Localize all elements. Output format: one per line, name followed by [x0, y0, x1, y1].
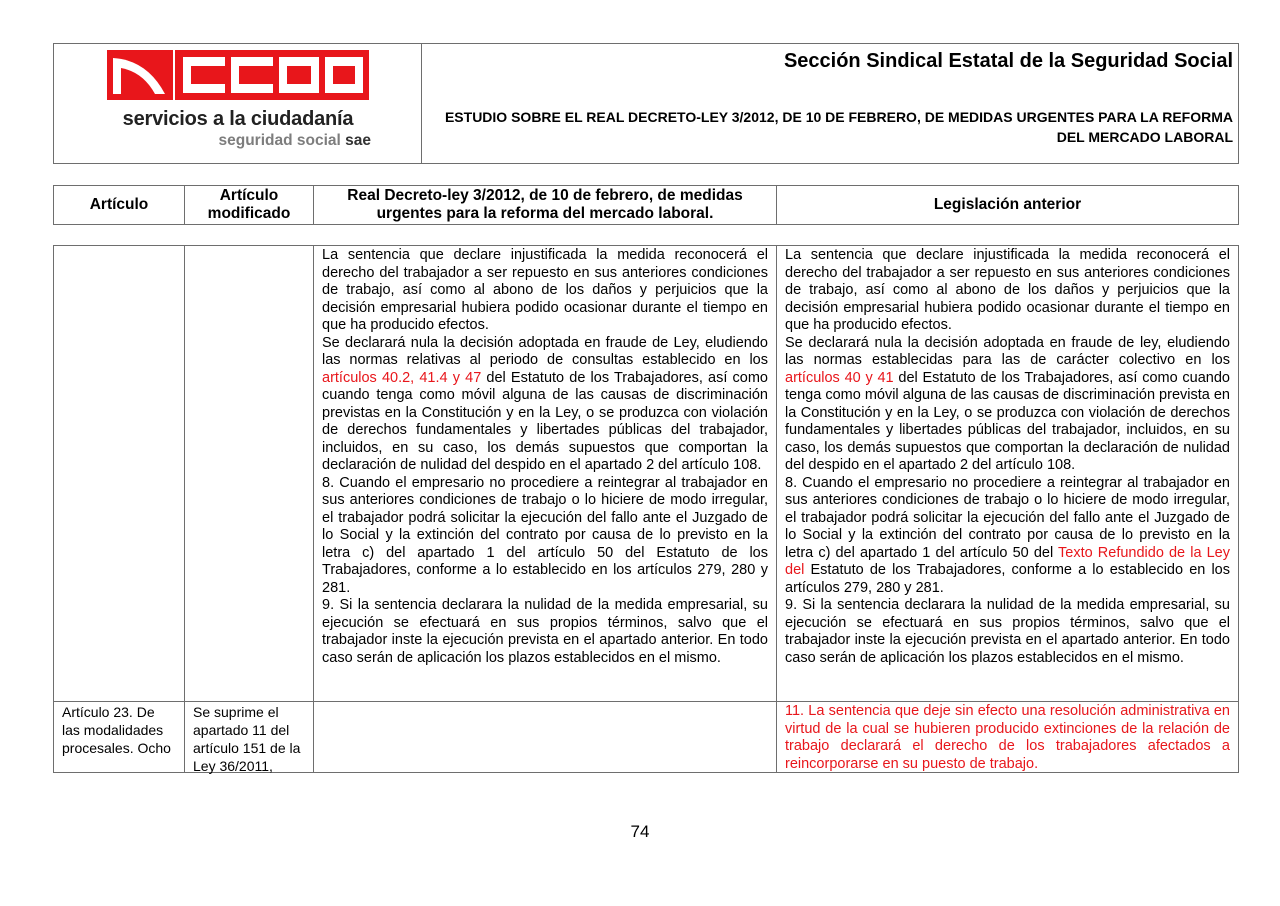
changed-reference: artículos 40.2, 41.4 y 47 [322, 369, 482, 386]
comparison-table [53, 245, 1239, 773]
cell-articulo: Artículo 23. De las modalidades procesales. Ocho [54, 702, 185, 772]
col-header-real-decreto: Real Decreto-ley 3/2012, de 10 de febrero, de medidas urgentes para la reforma del mercado laboral. [314, 186, 777, 224]
table-row [54, 702, 1238, 772]
section-title: Sección Sindical Estatal de la Seguridad Social [783, 50, 1233, 72]
changed-reference: Texto Refundido de la Ley del [785, 544, 1230, 578]
cell-articulo [54, 246, 185, 701]
paragraph: 9. Si la sentencia declarara la nulidad de la medida empresarial, su ejecución se efectuará en sus propios términos, salvo que el trabajador inste la ejecución prevista en el apartado anterior. En todo caso serán de aplicación los plazos establecidos en el mismo. [322, 597, 768, 666]
logo-cell [54, 44, 422, 163]
logo-tagline: servicios a la ciudadanía [122, 108, 354, 130]
ccoo-logo-mark [107, 50, 369, 100]
column-headers [53, 185, 1239, 225]
paragraph: 8. Cuando el empresario no procediere a reintegrar al trabajador en sus anteriores condiciones de trabajo o lo hiciere de modo irregular, el trabajador podrá solicitar la ejecución del fallo ante el Juzgado de lo Social y la extinción del contrato por causa de lo previsto en la letra c) del apartado 1 del artículo 50 del Texto Refundido de la Ley del Estatuto de los Trabajadores, conforme a lo establecido en los artículos 279, 280 y 281. [785, 474, 1230, 596]
table-row [54, 246, 1238, 702]
cell-anterior: 11. La sentencia que deje sin efecto una resolución administrativa en virtud de la cual se hubieren producido extinciones de la relación de trabajo declarará el derecho de los trabajadores afectados a reincorporarse en su puesto de trabajo. [785, 703, 1230, 772]
col-header-articulo-modificado: Artículo modificado [185, 186, 314, 224]
col-header-articulo: Artículo [54, 186, 185, 224]
cell-anterior [777, 246, 1238, 701]
title-cell [422, 44, 1238, 163]
paragraph: 9. Si la sentencia declarara la nulidad de la medida empresarial, su ejecución se efectuará en sus propios términos, salvo que el trabajador inste la ejecución prevista en el apartado anterior. En todo caso serán de aplicación los plazos establecidos en el mismo. [785, 597, 1230, 666]
document-header [53, 43, 1239, 164]
changed-reference: artículos 40 y 41 [785, 369, 894, 386]
paragraph: Se declarará nula la decisión adoptada en fraude de Ley, eludiendo las normas relativas al periodo de consultas establecido en los artículos 40.2, 41.4 y 47 del Estatuto de los Trabajadores, así como cuando tenga como móvil alguna de las causas de discriminación previstas en la Constitución y en la Ley, o se produzca con violación de derechos fundamentales y libertades públicas del trabajador, incluidos, en su caso, los demás supuestos que comportan la declaración de nulidad del despido en el apartado 2 del artículo 108. [322, 334, 768, 473]
paragraph: La sentencia que declare injustificada la medida reconocerá el derecho del trabajador a ser repuesto en sus anteriores condiciones de trabajo, así como al abono de los daños y perjuicios que la decisión empresarial hubiera podido ocasionar durante el tiempo en que ha producido efectos. [322, 247, 768, 333]
cell-modificado: Se suprime el apartado 11 del artículo 151 de la Ley 36/2011, [185, 702, 314, 772]
cell-nuevo [314, 246, 777, 701]
study-title: ESTUDIO SOBRE EL REAL DECRETO-LEY 3/2012, DE 10 DE FEBRERO, DE MEDIDAS URGENTES PARA LA REFORMA DEL MERCADO LABORAL [444, 109, 1233, 145]
cell-nuevo [314, 702, 777, 772]
col-header-legislacion-anterior: Legislación anterior [933, 196, 1082, 213]
cell-modificado [185, 246, 314, 701]
paragraph: Se declarará nula la decisión adoptada en fraude de ley, eludiendo las normas establecidas para las de carácter colectivo en los artículos 40 y 41 del Estatuto de los Trabajadores, así como cuando tenga como móvil alguna de las causas de discriminación prevista en la Constitución y en la Ley, o se produzca con violación de derechos fundamentales y libertades públicas del trabajador, incluidos, en su caso, los demás supuestos que comportan la declaración de nulidad del despido en el apartado 2 del artículo 108. [785, 334, 1230, 473]
page-number: 74 [630, 822, 650, 841]
paragraph: La sentencia que declare injustificada la medida reconocerá el derecho del trabajador a ser repuesto en sus anteriores condiciones de trabajo, así como al abono de los daños y perjuicios que la decisión empresarial hubiera podido ocasionar durante el tiempo en que ha producido efectos. [785, 247, 1230, 333]
paragraph: 8. Cuando el empresario no procediere a reintegrar al trabajador en sus anteriores condiciones de trabajo o lo hiciere de modo irregular, el trabajador podrá solicitar la ejecución del fallo ante el Juzgado de lo Social y la extinción del contrato por causa de lo previsto en la letra c) del apartado 1 del artículo 50 del Estatuto de los Trabajadores, conforme a lo establecido en los artículos 279, 280 y 281. [322, 474, 768, 596]
logo-subtagline: seguridad social sae [218, 132, 371, 149]
